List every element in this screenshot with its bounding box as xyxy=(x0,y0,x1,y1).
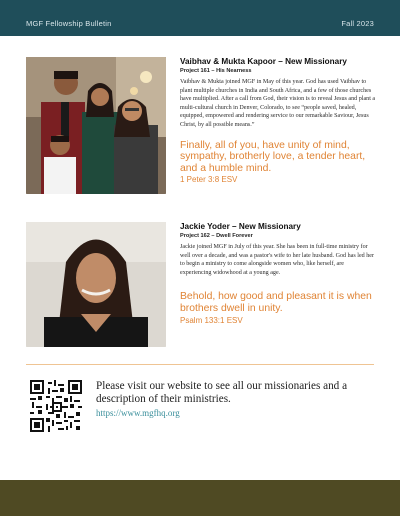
project-name: Project 161 – His Nearness xyxy=(180,68,252,74)
kapoor-family-photo xyxy=(26,57,166,194)
visit-message: Please visit our website to see all our missionaries and a description of their ministries. xyxy=(96,380,348,405)
yoder-portrait-illustration xyxy=(26,222,166,347)
project-name: Project 162 – Dwell Forever xyxy=(180,233,253,239)
missionary-entry-yoder xyxy=(180,222,376,326)
missionary-entry-kapoor xyxy=(180,57,376,185)
scripture-reference: 1 Peter 3:8 ESV xyxy=(180,175,238,185)
kapoor-family-illustration xyxy=(26,57,166,194)
missionary-description: Jackie joined MGF in July of this year. She has been in full-time ministry for well over a decade, and was a pastor's wife to her late husband. God has led her to begin a ministry to come alongside women who, like herself, are experiencing widowhood at a young age. xyxy=(180,244,374,276)
section-divider xyxy=(26,364,374,365)
missionary-title: Jackie Yoder – New Missionary xyxy=(180,222,301,231)
scripture-reference: Psalm 133:1 ESV xyxy=(180,315,243,325)
scripture-verse: Behold, how good and pleasant it is when brothers dwell in unity. xyxy=(180,291,372,314)
yoder-portrait-photo xyxy=(26,222,166,347)
header-bar xyxy=(0,0,400,36)
issue-date: Fall 2023 xyxy=(341,19,374,28)
bulletin-name: MGF Fellowship Bulletin xyxy=(26,19,112,28)
missionary-title: Vaibhav & Mukta Kapoor – New Missionary xyxy=(180,57,347,66)
website-link[interactable]: https://www.mgfhq.org xyxy=(96,408,180,419)
missionary-description: Vaibhav & Mukta joined MGF in May of this year. God has used Vaibhav to plant multiple churches in India and South Africa, and a few of those churches have multiplied. After a call from God, their vision is to reveal Jesus and plant a multi-cultural church in Denver, Colorado, to see “people saved, healed, equipped, empowered and rendering service to our remarkable Saviour, Jesus Christ, by all possible means.” xyxy=(180,79,376,128)
footer-bar xyxy=(0,480,400,516)
qr-code-icon[interactable] xyxy=(30,380,82,432)
website-callout xyxy=(96,380,376,418)
scripture-verse: Finally, all of you, have unity of mind, sympathy, brotherly love, a tender heart, and a humble mind. xyxy=(180,139,366,174)
